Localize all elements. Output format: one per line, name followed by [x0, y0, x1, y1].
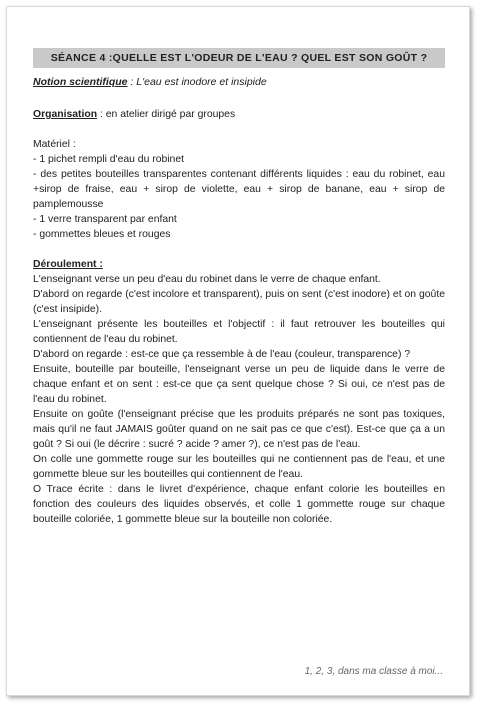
materiel-item: - gommettes bleues et rouges: [33, 229, 171, 240]
footer-signature: 1, 2, 3, dans ma classe à moi...: [304, 666, 443, 677]
deroulement-paragraph: L'enseignant présente les bouteilles et l'objectif : il faut retrouver les bouteilles qui contiennent de l'eau du robinet.: [33, 319, 445, 345]
deroulement-paragraph: L'enseignant verse un peu d'eau du robinet dans le verre de chaque enfant.: [33, 274, 381, 285]
organisation-line: [33, 107, 445, 122]
deroulement-heading: Déroulement :: [33, 259, 103, 270]
scientific-notion: [33, 76, 267, 88]
organisation-label: Organisation: [33, 109, 98, 120]
materiel-item: - 1 verre transparent par enfant: [33, 214, 177, 225]
deroulement-paragraph: Ensuite, bouteille par bouteille, l'enseignant verse un peu de liquide dans le verre de chaque enfant et on sent : est-ce que ça sent quelque chose ? Si oui, ce n'est pas de l'eau du robinet.: [33, 364, 445, 405]
session-title: SÉANCE 4 :QUELLE EST L'ODEUR DE L'EAU ? QUEL EST SON GOÛT ?: [33, 48, 445, 68]
materiel-item: - des petites bouteilles transparentes contenant différents liquides : eau du robinet, eau +sirop de fraise, eau + sirop de violette, eau + sirop de banane, eau + sirop de pamplemousse: [33, 169, 445, 210]
notion-separator: :: [127, 76, 137, 88]
deroulement-paragraph: D'abord on regarde (c'est incolore et transparent), puis on sent (c'est inodore) et on goûte (c'est insipide).: [33, 289, 445, 315]
deroulement-paragraph: D'abord on regarde : est-ce que ça ressemble à de l'eau (couleur, transparence) ?: [33, 349, 411, 360]
materiel-item: - 1 pichet rempli d'eau du robinet: [33, 154, 185, 165]
deroulement-paragraph: Ensuite on goûte (l'enseignant précise que les produits préparés ne sont pas toxiques, mais qu'il ne faut JAMAIS goûter quand on ne sait pas ce que c'est). Est-ce que ça a un goût ? Si oui (le décrire : sucré ? acide ? amer ?), ce n'est pas de l'eau.: [33, 409, 445, 450]
notion-label: Notion scientifique: [33, 76, 128, 88]
document-page: [6, 6, 470, 696]
organisation-text: : en atelier dirigé par groupes: [97, 109, 236, 120]
notion-text: L'eau est inodore et insipide: [136, 76, 267, 88]
deroulement-paragraph: O Trace écrite : dans le livret d'expérience, chaque enfant colorie les bouteilles en fonction des couleurs des liquides observés, et colle 1 gommette rouge sur chaque bouteille coloriée, 1 gommette bleue sur la bouteille non coloriée.: [33, 484, 445, 525]
deroulement-paragraph: On colle une gommette rouge sur les bouteilles qui ne contiennent pas de l'eau, et une gommette bleue sur les bouteilles qui contiennent de l'eau.: [33, 454, 445, 480]
materiel-heading: Matériel :: [33, 139, 76, 150]
document-body: [33, 107, 445, 527]
